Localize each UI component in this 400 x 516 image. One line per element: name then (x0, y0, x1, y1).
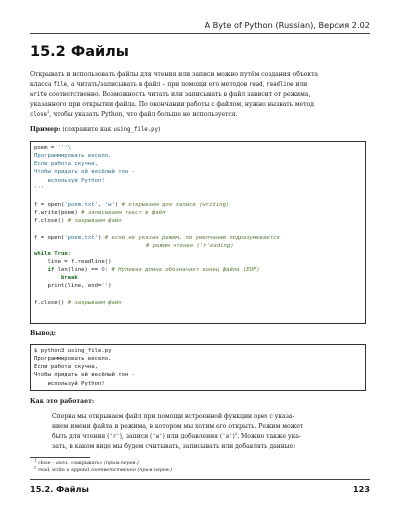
code-line: break (34, 275, 78, 282)
intro-line: указанного при открытии файла. По окончании работы с файлом, нужно вызвать метод (30, 101, 314, 108)
footnote-1: $^1$ close – англ. «закрывать» (прим.перев.) (34, 457, 139, 466)
code-line: # режим чтения ('r'eading) (146, 242, 234, 249)
running-head: A Byte of Python (Russian), Версия 2.02 (204, 20, 370, 30)
code-line: f.close() # закрываем файл (34, 218, 122, 225)
footnote-2: $^2$ read, write и append соответственно (прим.перев.) (34, 464, 173, 473)
page-number: 123 (352, 484, 370, 494)
code-listing (30, 141, 366, 324)
example-label: Пример: (сохраните как using_file.py) (30, 126, 161, 133)
code-line: while True: (34, 250, 72, 257)
intro-line: Открывать и использовать файлы для чтения или записи можно путём создания объекта (30, 71, 319, 78)
code-line: poem = '''\ (34, 145, 72, 151)
output-label: Вывод: (30, 330, 57, 337)
code-line: ''' (34, 185, 45, 192)
output-line: $ python3 using_file.py (34, 348, 112, 354)
section-title: 15.2 Файлы (30, 44, 129, 60)
code-line: line = f.readline() (34, 258, 112, 265)
footnote-rule (30, 457, 90, 458)
code-line: if len(line) == 0: # Нулевая длина обозначает конец файла (EOF) (34, 267, 260, 274)
how-line: быть для чтения ('r'), записи ('w') или добавления $('a')^2$. Можно также ука- (52, 430, 301, 440)
code-line: f.close() # закрываем файл (34, 299, 122, 306)
code-line: Если работа скучна, (34, 161, 98, 168)
how-it-works-label: Как это работает: (30, 398, 95, 405)
code-line: используй Python! (34, 177, 105, 184)
output-line: Программировать весело. (34, 356, 112, 363)
header-rule (30, 33, 370, 34)
code-blank-line (34, 193, 365, 201)
footer-rule (30, 479, 370, 480)
code-line: print(line, end='') (34, 283, 112, 290)
code-line: Программировать весело. (34, 153, 112, 160)
output-listing (30, 344, 366, 391)
code-line: Чтобы придать ей весёлый тон - (34, 169, 136, 176)
how-line: нием имени файла и режима, в котором мы хотим его открыть. Режим может (52, 423, 304, 430)
intro-line: write соответственно. Возможность читать или записывать в файл зависит от режима, (30, 91, 311, 98)
code-line: f.write(poem) # записываем текст в файл (34, 210, 166, 217)
how-line: зать, в каком виде мы будем считывать, записывать или добавлять данные: (52, 443, 296, 450)
output-line: Чтобы придать ей весёлый тон - (34, 372, 136, 379)
how-line: Сперва мы открываем файл при помощи встроенной функции open с указа- (52, 413, 295, 420)
code-blank-line (34, 291, 365, 299)
footer-section: 15.2. Файлы (30, 484, 89, 494)
code-line: f = open('poem.txt') # если не указан режим, по умолчанию подразумевается (34, 234, 280, 241)
code-line: f = open('poem.txt', 'w') # открываем для записи (writing) (34, 201, 230, 208)
code-blank-line (34, 225, 365, 233)
output-line: используй Python! (34, 380, 105, 387)
intro-line: класса file, а читать/записывать в файл – при помощи его методов read, readline или (30, 81, 308, 88)
intro-line: close$^1$, чтобы указать Python, что файл больше не используется. (30, 108, 238, 118)
output-line: Если работа скучна, (34, 364, 98, 371)
